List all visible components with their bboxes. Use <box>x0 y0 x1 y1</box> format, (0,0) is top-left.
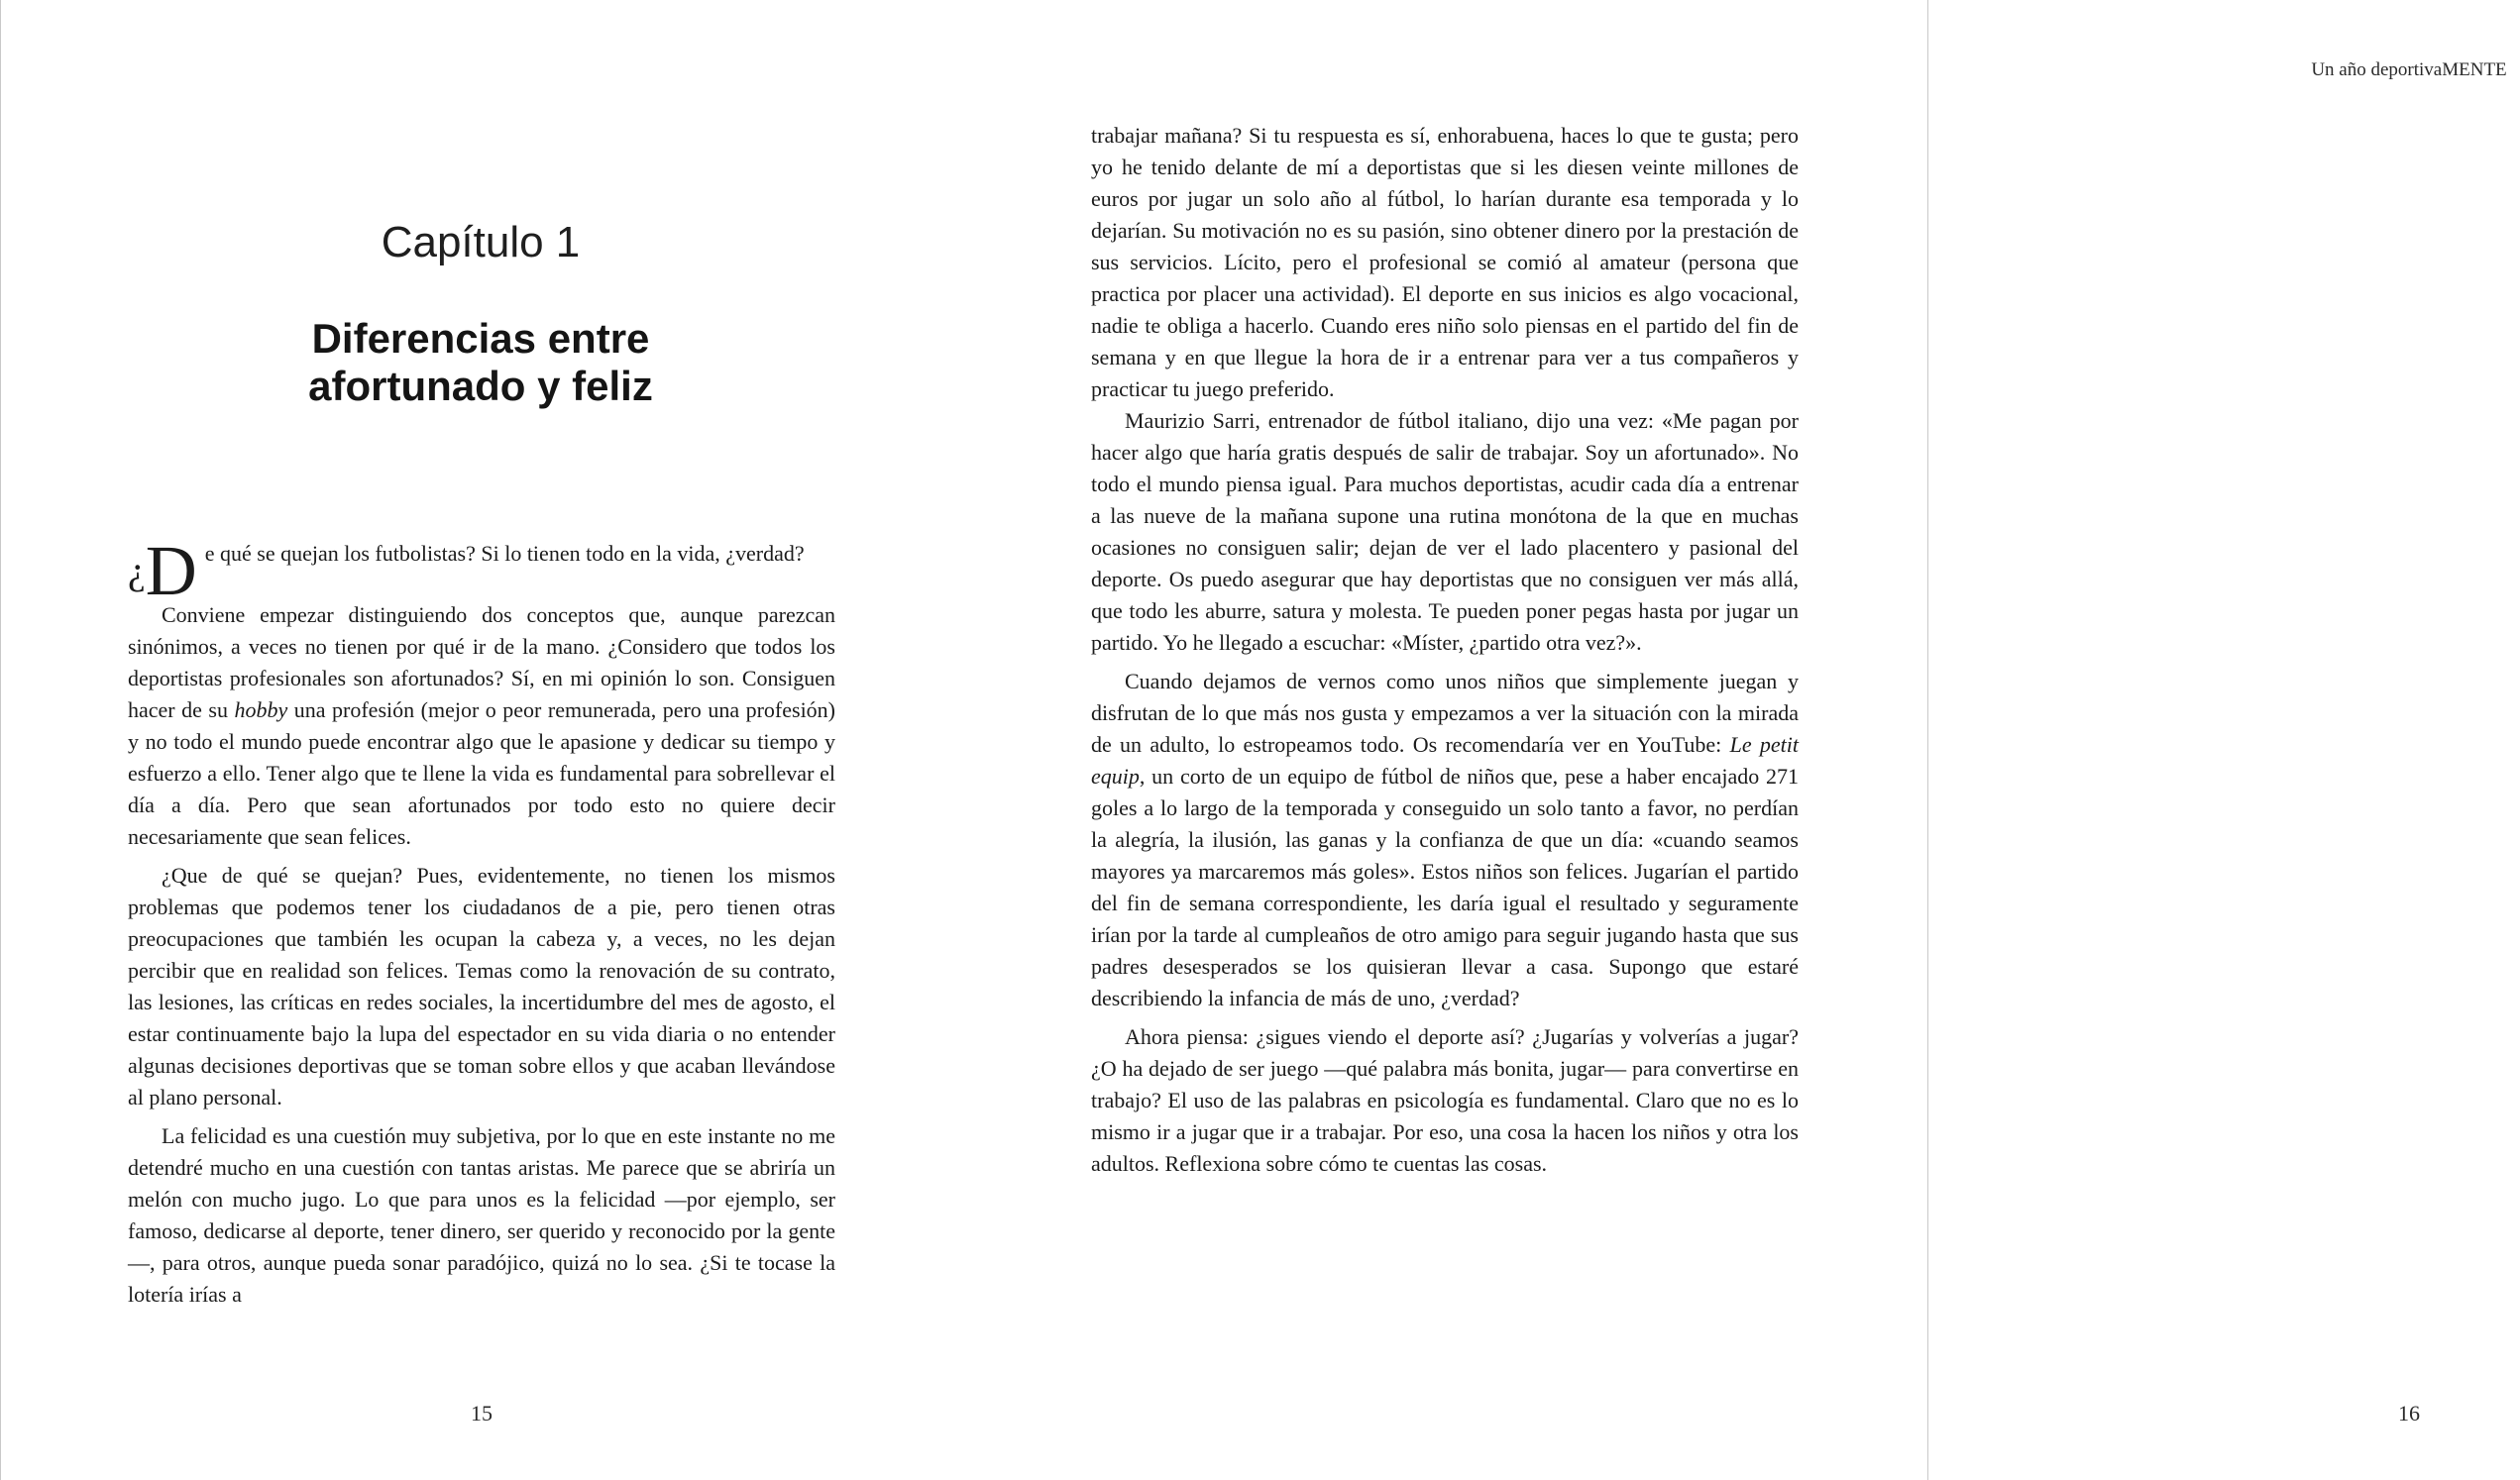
page-number: 15 <box>471 1401 493 1426</box>
page-number: 16 <box>2398 1401 2420 1426</box>
paragraph: Ahora piensa: ¿sigues viendo el deporte así? ¿Jugarías y volverías a jugar? ¿O ha dejado de ser juego —qué palabra más bonita, jugar— para convertirse en trabajo? El uso de las palabras en psicología es fundamental. Claro que no es lo mismo ir a jugar que ir a trabajar. Por eso, una cosa la hacen los niños y otra los adultos. Reflexiona sobre cómo te cuentas las cosas. <box>1091 1024 1799 1176</box>
paragraph: ¿Que de qué se quejan? Pues, evidentemente, no tienen los mismos problemas que podemos tener los ciudadanos de a pie, pero tienen otras preocupaciones que también les ocupan la cabeza y, a veces, no les dejan percibir que en realidad son felices. Temas como la renovación de su contrato, las lesiones, las críticas en redes sociales, la incertidumbre del mes de agosto, el estar continuamente bajo la lupa del espectador en su vida diaria o no entender algunas decisiones deportivas que se toman sobre ellos y que acaban llevándose al plano personal. <box>128 863 835 1110</box>
italic-title: Le petit equip <box>1091 732 1799 789</box>
running-head: Un año deportivaMENTE <box>2311 59 2507 80</box>
italic-term: hobby <box>234 697 288 722</box>
chapter-title-line: afortunado y feliz <box>308 363 653 409</box>
chapter-label: Capítulo 1 <box>381 218 581 266</box>
paragraph: Conviene empezar distinguiendo dos conceptos que, aunque parezcan sinónimos, a veces no tienen por qué ir de la mano. ¿Considero que todos los deportistas profesionales son afortunados? Sí, en mi opinión lo son. Consiguen hacer de su hobby una profesión (mejor o peor remunerada, pero una profesión) y no todo el mundo puede encontrar algo que le apasione y dedicar su tiempo y esfuerzo a ello. Tener algo que te llene la vida es fundamental para sobrellevar el día a día. Pero que sean afortunados por todo esto no quiere decir necesariamente que sean felices. <box>128 602 836 849</box>
drop-cap: ¿D <box>128 531 197 610</box>
left-page <box>0 0 964 1480</box>
paragraph: trabajar mañana? Si tu respuesta es sí, enhorabuena, haces lo que te gusta; pero yo he tenido delante de mí a deportistas que si les diesen veinte millones de euros por jugar un solo año al fútbol, lo harían durante esa temporada y lo dejarían. Su motivación no es su pasión, sino obtener dinero por la prestación de sus servicios. Lícito, pero el profesional se comió al amateur (persona que practica por placer una actividad). El deporte en sus inicios es algo vocacional, nadie te obliga a hacerlo. Cuando eres niño solo piensas en el partido del fin de semana y en que llegue la hora de ir a entrenar para ver a tus compañeros y practicar tu juego preferido. <box>1091 123 1799 401</box>
paragraph: La felicidad es una cuestión muy subjetiva, por lo que en este instante no me detendré mucho en una cuestión con tantas aristas. Me parece que se abriría un melón con mucho jugo. Lo que para unos es la felicidad —por ejemplo, ser famoso, dedicarse al deporte, tener dinero, ser querido y reconocido por la gente—, para otros, aunque pueda sonar paradójico, quizá no lo sea. ¿Si te tocase la lotería irías a <box>128 1123 835 1307</box>
paragraph: Cuando dejamos de vernos como unos niños que simplemente juegan y disfrutan de lo que más nos gusta y empezamos a ver la situación con la mirada de un adulto, lo estropeamos todo. Os recomendaría ver en YouTube: Le petit equip, un corto de un equipo de fútbol de niños que, pese a haber encajado 271 goles a lo largo de la temporada y conseguido un solo tanto a favor, no perdían la alegría, la ilusión, las ganas y la confianza de que un día: «cuando seamos mayores ya marcaremos más goles». Estos niños son felices. Jugarían el partido del fin de semana correspondiente, les daría igual el resultado y seguramente irían por la tarde al cumpleaños de otro amigo para seguir jugando hasta que sus padres desesperados se los quisieran llevar a casa. Supongo que estaré describiendo la infancia de más de uno, ¿verdad? <box>1091 669 1799 1010</box>
right-body-text <box>1091 120 1799 1180</box>
paragraph: ¿D e qué se quejan los futbolistas? Si lo tienen todo en la vida, ¿verdad? <box>128 531 805 610</box>
chapter-title-line: Diferencias entre <box>311 315 650 362</box>
chapter-title <box>128 315 833 410</box>
paragraph: Maurizio Sarri, entrenador de fútbol italiano, dijo una vez: «Me pagan por hacer algo que haría gratis después de salir de trabajar. Soy un afortunado». No todo el mundo piensa igual. Para muchos deportistas, acudir cada día a entrenar a las nueve de la mañana supone una rutina monótona de la que en muchas ocasiones no consiguen salir; dejan de ver el lado placentero y pasional del deporte. Os puedo asegurar que hay deportistas que no consiguen ver más allá, que todo les aburre, satura y molesta. Te pueden poner pegas hasta por jugar un partido. Yo he llegado a escuchar: «Míster, ¿partido otra vez?». <box>1091 408 1799 655</box>
left-body-text <box>128 531 836 1311</box>
